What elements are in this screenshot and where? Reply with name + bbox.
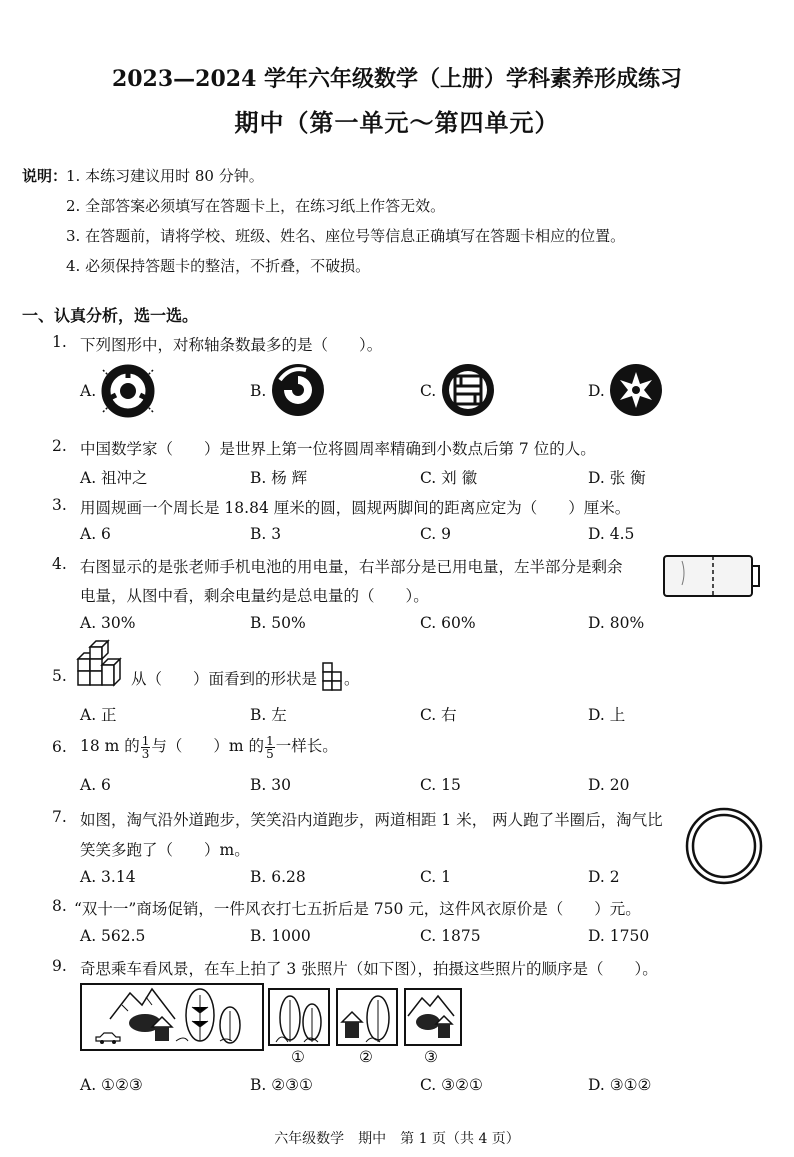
symbol-a-icon [95,362,165,422]
question-text-part: 18 m 的 [80,737,140,755]
option-d: D. [588,382,605,400]
question-text: 下列图形中，对称轴条数最多的是（ ）。 [80,336,383,354]
photo-label: ① [291,1048,305,1066]
question-text: 奇思乘车看风景，在车上拍了 3 张照片（如下图），拍摄这些照片的顺序是（ ）。 [80,960,658,978]
fraction: $\frac{1}{3}$ [141,733,150,761]
question-text-end: 。 [344,670,360,688]
instruction-item: 4. 必须保持答题卡的整洁，不折叠，不破损。 [66,257,371,275]
question-text-line2: 笑笑多跑了（ ）m。 [80,841,250,859]
option-a: A. 30% [80,614,136,632]
option-c: C. 刘 徽 [420,469,478,487]
question-number: 3. [52,496,67,514]
option-d: D. 上 [588,706,626,724]
running-track-icon [684,806,764,886]
photo-label: ② [359,1048,373,1066]
option-a: A. 3.14 [80,868,136,886]
question-text: “双十一”商场促销，一件风衣打七五折后是 750 元，这件风衣原价是（ ）元。 [74,900,641,918]
question-text-line2: 电量，从图中看，剩余电量约是总电量的（ ）。 [80,587,429,605]
symbol-b-icon [270,362,326,418]
option-a: A. 6 [80,525,111,543]
option-a: A. 6 [80,776,111,794]
page-title: 2023—2024 学年六年级数学（上册）学科素养形成练习 [111,66,683,92]
option-c: C. 15 [420,776,461,794]
option-b: B. 杨 辉 [250,469,308,487]
symbol-c-icon [440,362,496,418]
symbol-d-icon [608,362,664,418]
option-d: D. 4.5 [588,525,635,543]
option-c: C. [420,382,437,400]
question-text: 中国数学家（ ）是世界上第一位将圆周率精确到小数点后第 7 位的人。 [80,440,596,458]
question-number: 4. [52,555,67,573]
option-a: A. 正 [80,706,117,724]
option-c: C. 60% [420,614,476,632]
option-b: B. 1000 [250,927,311,945]
option-c: C. 1875 [420,927,481,945]
option-d: D. ③①② [588,1076,652,1094]
option-c: C. 右 [420,706,457,724]
photo-label: ③ [424,1048,438,1066]
page-subtitle: 期中（第一单元～第四单元） [234,108,560,137]
photo-1-icon [268,988,330,1046]
question-number: 9. [52,957,67,975]
option-d: D. 20 [588,776,630,794]
option-d: D. 80% [588,614,645,632]
fraction: $\frac{1}{5}$ [266,733,274,761]
option-a: A. 562.5 [80,927,146,945]
battery-icon [662,553,762,599]
page-footer: 六年级数学 期中 第 1 页（共 4 页） [274,1131,520,1147]
instruction-item: 2. 全部答案必须填写在答题卡上，在练习纸上作答无效。 [66,197,446,215]
option-b: B. 6.28 [250,868,306,886]
option-b: B. ②③① [250,1076,313,1094]
option-c: C. 9 [420,525,452,543]
photo-2-icon [336,988,398,1046]
question-number: 1. [52,333,67,351]
cube-stack-icon [76,637,130,691]
option-a: A. ①②③ [80,1076,143,1094]
option-b: B. [250,382,267,400]
question-text-line1: 如图，淘气沿外道跑步，笑笑沿内道跑步，两道相距 1 米， 两人跑了半圈后，淘气比 [80,811,663,829]
question-number: 8. [52,897,67,915]
option-a: A. 祖冲之 [80,469,148,487]
option-c: C. ③②① [420,1076,483,1094]
option-b: B. 50% [250,614,306,632]
question-text-part: 与（ ）m 的 [151,737,265,755]
instruction-item: 1. 本练习建议用时 80 分钟。 [66,167,264,185]
question-text-part: 一样长。 [275,737,338,755]
question-text [80,731,338,761]
option-b: B. 左 [250,706,287,724]
question-number: 6. [52,738,67,756]
option-d: D. 张 衡 [588,469,646,487]
question-number: 5. [52,667,67,685]
option-d: D. 1750 [588,927,650,945]
question-text-line1: 右图显示的是张老师手机电池的用电量，右半部分是已用电量，左半部分是剩余 [80,558,623,576]
option-a: A. [80,382,97,400]
photo-3-icon [404,988,462,1046]
option-d: D. 2 [588,868,620,886]
question-number: 7. [52,808,67,826]
question-text: 从（ ）面看到的形状是 [131,670,318,688]
section-title: 一、认真分析，选一选。 [22,306,199,325]
option-b: B. 3 [250,525,282,543]
instructions-label: 说明： [22,167,68,185]
option-b: B. 30 [250,776,291,794]
question-number: 2. [52,437,67,455]
landscape-picture-icon [80,983,264,1051]
instruction-item: 3. 在答题前，请将学校、班级、姓名、座位号等信息正确填写在答题卡相应的位置。 [66,227,626,245]
question-text: 用圆规画一个周长是 18.84 厘米的圆，圆规两脚间的距离应定为（ ）厘米。 [80,499,631,517]
option-c: C. 1 [420,868,452,886]
